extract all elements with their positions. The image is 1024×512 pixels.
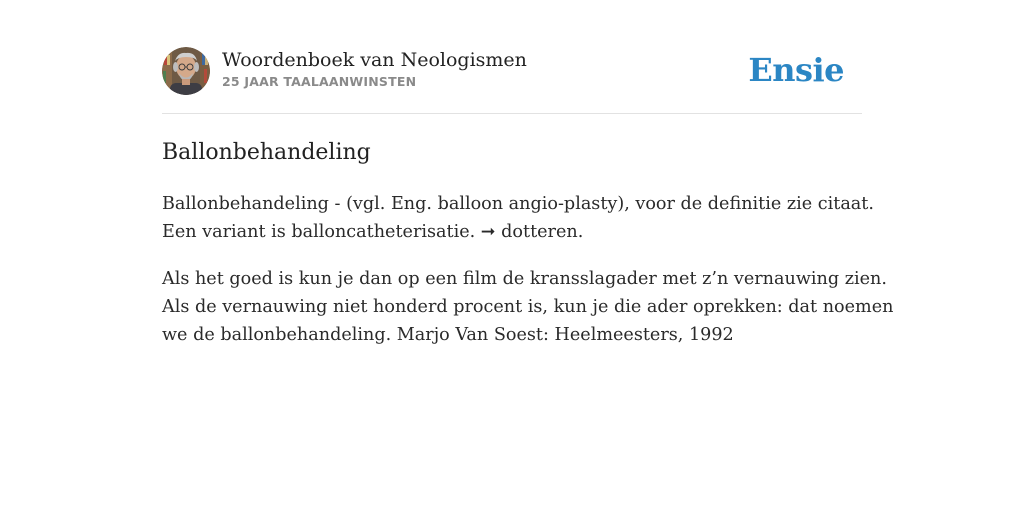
entry-card bbox=[162, 46, 894, 345]
quote-line: we de ballonbehandeling. Marjo Van Soest: Heelmeesters, 1992 bbox=[162, 325, 734, 345]
see-also-link-label: dotteren. bbox=[495, 222, 584, 242]
entry-definition bbox=[162, 190, 874, 246]
definition-text: Een variant is balloncatheterisatie. bbox=[162, 222, 481, 242]
definition-line: Ballonbehandeling - (vgl. Eng. balloon angio-plasty), voor de definitie zie citaat. bbox=[162, 194, 874, 214]
dictionary-title[interactable]: Woordenboek van Neologismen bbox=[222, 49, 527, 71]
dictionary-meta bbox=[222, 48, 527, 90]
definition-line bbox=[162, 218, 862, 246]
author-portrait-avatar[interactable] bbox=[162, 47, 210, 95]
dictionary-subtitle: 25 JAAR TAALAANWINSTEN bbox=[222, 74, 417, 89]
arrow-right-icon: ➞ bbox=[480, 222, 496, 242]
quote-line: Als het goed is kun je dan op een film de kransslagader met z’n vernauwing zien. bbox=[162, 269, 887, 289]
entry-quote bbox=[162, 265, 894, 349]
ensie-logo-link[interactable]: Ensie bbox=[748, 51, 844, 89]
entry-title: Ballonbehandeling bbox=[162, 140, 371, 165]
quote-line: Als de vernauwing niet honderd procent is, kun je die ader oprekken: dat noemen bbox=[162, 297, 894, 317]
header-divider bbox=[162, 113, 862, 114]
header bbox=[162, 46, 862, 96]
see-also-link[interactable] bbox=[481, 222, 584, 242]
